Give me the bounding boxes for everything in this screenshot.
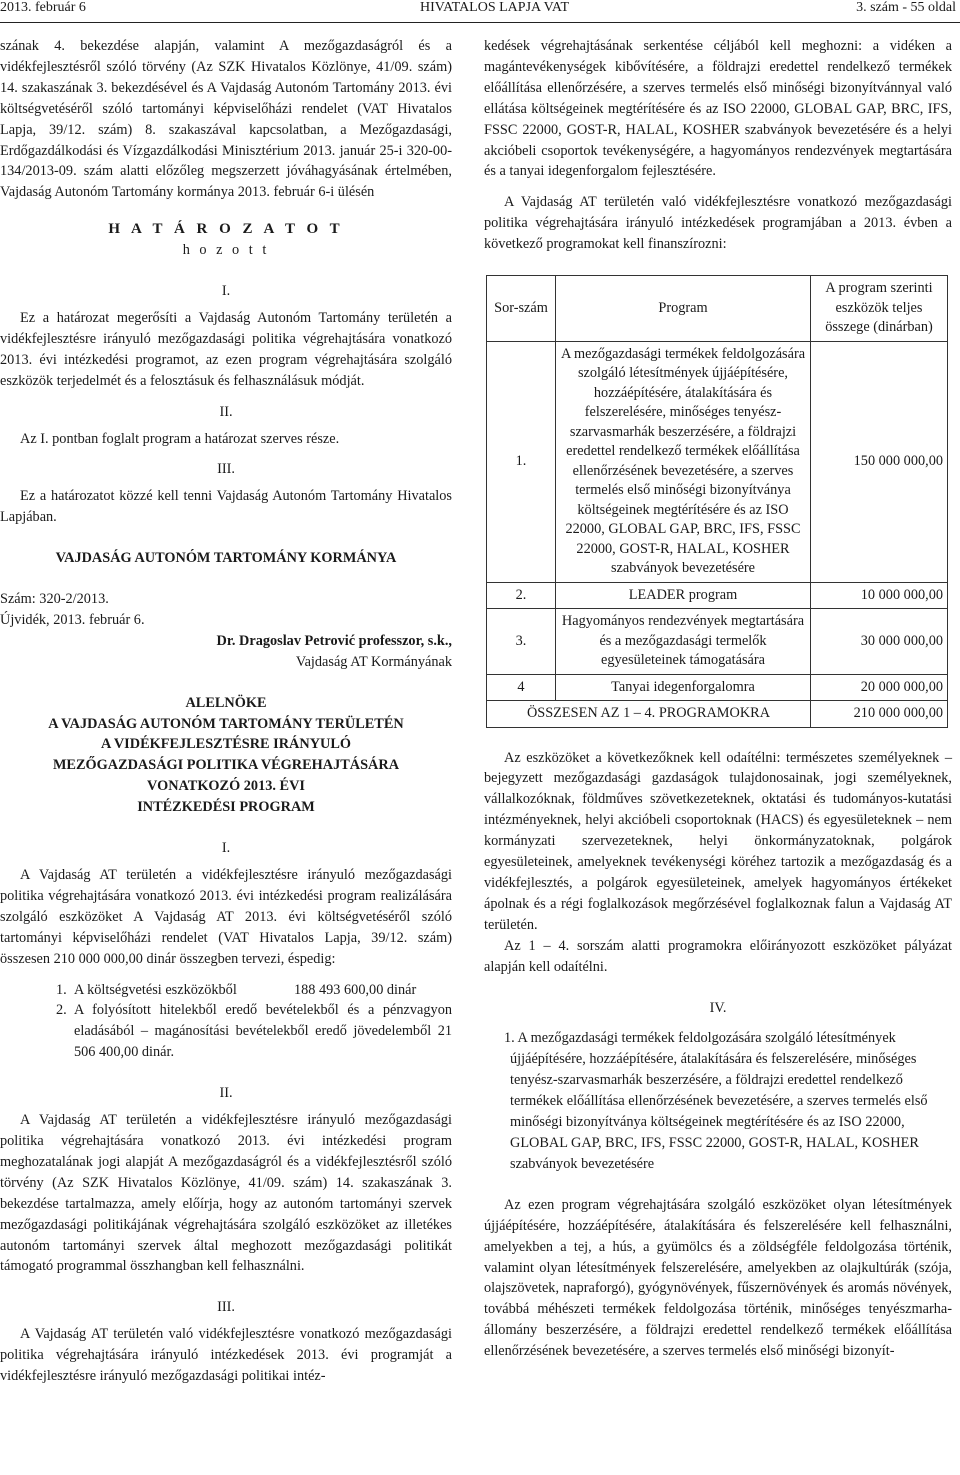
program-section-3-title: III. — [217, 1299, 235, 1316]
section-4-paragraph: Az ezen program végrehajtására szolgáló eszközöket olyan létesítmények újjáépítésére, hozzáépítésére, átalakítására és felszerelésére kell felhasználni, amelyekben a tej, a hús, a gyümölcs és a zöldségféle feldolgozása történik, valamint olyan létesítmények felszerelésére, amelyekben az olajkultúrák (szója, olajszövetek, napraforgó), gyógynövények, fűszernövények és aromás növények, továbbá méhészeti termékek feldolgozása történik, minőséges tenyészmarha-állomány beszerzésére, a földrajzi eredettel rendelkező termékek előállítása ellenőrzésének bevezetésére, a szerves termelés első minőségi bizonyít- — [484, 1196, 952, 1360]
program-section-1-title: I. — [221, 840, 231, 857]
section-2-text: Az I. pontban foglalt program a határozat szerves része. — [20, 430, 340, 447]
signer-role: Vajdaság AT Kormányának — [295, 653, 452, 670]
government-name: VAJDASÁG AUTONÓM TARTOMÁNY KORMÁNYA — [55, 550, 397, 567]
program-title-line: A VAJDASÁG AUTONÓM TARTOMÁNY TERÜLETÉN — [48, 715, 404, 732]
header-date: 2013. február 6 — [0, 0, 86, 15]
continuation-paragraph: kedések végrehajtásának serkentése céljából kell meghozni: a vidéken a magántevékenységek kibővítésére, a földrajzi eredettel rendelkező termékek előállítása ellenőrzésére, a szerves termelés első minőségi bizonyítvánnyal való ellátása költségeinek megtérítésére és az ISO 22000, GLOBAL GAP, BRC, IFS, FSSC 22000, GOST-R, HALAL, KOSHER szabványok bevezetésére és a helyi akcióbeli csoportok tevékenységére, a hagyományos rendezvények megtartására és a tanyai idegenforgalom fejlesztésére. — [484, 38, 952, 180]
table-row: 4 Tanyai idegenforgalomra 20 000 000,00 — [487, 674, 948, 701]
beneficiaries-paragraph: Az eszközöket a következőknek kell odaítélni: természetes személyeknek – bejegyzett mezőgazdasági gazdaságok tulajdonosainak, jogi személyeknek, vállalkozóknak, földműves szövetkezeteknek, oktatási és tudományos-kutatási intézményeknek, helyi akcióbeli csoportoknak (HACS) és egyesületeknek – nem kormányzati szervezeteknek, helyi önkormányzatoknak, polgárok egyesületeinek, amelyeknek tevékenységi köréhez tartozik a mezőgazdaság és a vidékfejlesztés, a polgárok egyesületeinek, amelyek hagyományos értékeket ápolnak és a régi foglalkozások megőrzésével foglalkoznak falun a Vajdaság AT területén. — [484, 749, 952, 933]
header-page: 3. szám - 55 oldal — [856, 0, 956, 15]
section-3-text: Ez a határozatot közzé kell tenni Vajdaság Autonóm Tartomány Hivatalos Lapjában. — [0, 488, 452, 526]
table-total-row: ÖSSZESEN AZ 1 – 4. PROGRAMOKRA 210 000 000,00 — [487, 701, 948, 728]
table-header-row — [487, 276, 948, 342]
program-title-line: INTÉZKEDÉSI PROGRAM — [137, 799, 315, 816]
signer-name: Dr. Dragoslav Petrović professzor, s.k., — [216, 632, 452, 649]
table-row: 1. A mezőgazdasági termékek feldolgozására szolgáló létesítmények újjáépítésére, hozzáépítésére, átalakítására és felszerelésére, minőséges tenyész-szarvasmarhák beszerzésére, a földrajzi eredettel rendelkező termékek előállítása ellenőrzésének bevezetésére, a szerves termelés első minőségi bizonyítványa költségeinek megtérítésére és az ISO 22000, GLOBAL GAP, BRC, IFS, FSSC 22000, GOST-R, HALAL, KOSHER szabványok bevezetésére 150 000 000,00 — [487, 341, 948, 582]
tender-paragraph: Az 1 – 4. sorszám alatti programokra előirányozott eszközöket pályázat alapján kell odaítélni. — [484, 937, 952, 975]
header-rule — [0, 22, 960, 23]
intro-paragraph: szának 4. bekezdése alapján, valamint A mezőgazdaságról és a vidékfejlesztésről szóló törvény (Az SZK Hivatalos Közlönye, 41/09. szám) 14. szakaszának 3. bekezdésével és A Vajdaság Autonóm Tartomány 2013. évi költségvetéséről szóló tartományi képviselőházi rendelet (VAT Hivatalos Lapja, 39/12. szám) 8. szakaszával kapcsolatban, a Mezőgazdasági, Erdőgazdálkodási és Vízgazdálkodási Minisztérium 2013. január 25-i 320-00-134/2013-09. szám alatti előzőleg megszerzett jóváhagyásának értelmében, Vajdaság Autonóm Tartomány kormánya 2013. február 6-i ülésén — [0, 38, 452, 201]
programs-intro: A Vajdaság AT területén való vidékfejlesztésre vonatkozó mezőgazdasági politika végrehajtására irányuló intézkedések programjában a 2013. évben a következő programokat kell finanszírozni: — [484, 194, 952, 253]
program-section-1-text: A Vajdaság AT területén a vidékfejlesztésre irányuló mezőgazdasági politika végrehajtására vonatkozó 2013. évi intézkedési program realizálására szolgáló eszközöket A Vajdaság AT 2013. évi költségvetéséről szóló tartományi képviselőházi rendelet (VAT Hivatalos Lapja, 39/12. szám) összesen 210 000 000,00 dinár összegben tervezi, éspedig: — [0, 867, 452, 967]
program-section-2-title: II. — [219, 1085, 233, 1102]
section-4-heading: 1. A mezőgazdasági termékek feldolgozására szolgáló létesítmények — [504, 1030, 896, 1047]
program-title — [0, 693, 452, 818]
program-title-line: A VIDÉKFEJLESZTÉSRE IRÁNYULÓ — [101, 736, 351, 753]
header-cell: A program szerinti eszközök teljes összege (dinárban) — [811, 276, 948, 342]
document-number: Szám: 320-2/2013. — [0, 591, 109, 608]
section-1-title: I. — [221, 283, 231, 300]
header-cell: Program — [556, 276, 811, 342]
section-4-title: IV. — [709, 999, 727, 1016]
program-title-line: VONATKOZÓ 2013. ÉVI — [147, 778, 305, 795]
table-row: 3. Hagyományos rendezvények megtartására és a mezőgazdasági termelők egyesületeinek támogatására 30 000 000,00 — [487, 609, 948, 675]
decision-heading: H A T Á R O Z A T O T — [108, 221, 344, 238]
program-section-3-text: A Vajdaság AT területén való vidékfejlesztésre vonatkozó mezőgazdasági politika végrehajtására irányuló intézkedések 2013. évi programját a vidékfejlesztésre irányuló mezőgazdasági politikai intéz- — [0, 1326, 452, 1385]
program-section-2-text: A Vajdaság AT területén a vidékfejlesztésre irányuló mezőgazdasági politika végrehajtására vonatkozó 2013. évi intézkedési program meghozatalának jogi alapját A mezőgazdaságról és a vidékfejlesztésről szóló törvény (Az SZK Hivatalos Közlönye, 41/09. szám) 14. szakaszának 3. bekezdése tartalmazza, amely előírja, hogy az autonóm tartományi szervek mezőgazdasági politikájának végrehajtására szolgáló eszközöket az illetékes autonóm tartományi szervek által meghozott mezőgazdasági politikát támogató programmal összhangban kell felhasználni. — [0, 1112, 452, 1275]
decision-subheading: h o z o t t — [182, 242, 270, 259]
list-item: 1. A költségvetési eszközökből 188 493 600,00 dinár — [56, 981, 417, 998]
document-place-date: Újvidék, 2013. február 6. — [0, 611, 145, 628]
section-2-title: II. — [219, 403, 233, 420]
section-1-text: Ez a határozat megerősíti a Vajdaság Autonóm Tartomány területén a vidékfejlesztésre irányuló mezőgazdasági politika végrehajtására vonatkozó 2013. évi intézkedési programot, az ezen program végrehajtására szolgáló eszközök terjedelmét és a felosztásuk és felhasználásuk módját. — [0, 309, 452, 389]
list-item: 2. A folyósított hitelekből eredő bevételekből és a pénzvagyon eladásából – magánosítási bevételekből eredő jövedelemből 21 506 400,00 dinár. — [56, 1002, 452, 1061]
program-table — [486, 275, 948, 728]
right-column — [484, 36, 952, 1362]
program-title-line: ALELNÖKE — [185, 694, 267, 711]
section-4-block: újjáépítésére, hozzáépítésére, átalakítására és felszerelésére, minőséges tenyész-szarvasmarhák beszerzésére, a földrajzi eredettel rendelkező termékek előállítása ellenőrzésének bevezetésére, a szerves termelés első minőségi bizonyítványa költségeinek megtérítésére és az ISO 22000, GLOBAL GAP, BRC, IFS, FSSC 22000, GOST-R, HALAL, KOSHER szabványok bevezetésére — [510, 1051, 928, 1172]
page-header — [0, 0, 960, 24]
section-3-title: III. — [217, 461, 235, 478]
program-title-line: MEZŐGAZDASÁGI POLITIKA VÉGREHAJTÁSÁRA — [52, 757, 400, 774]
header-cell: Sor-szám — [487, 276, 556, 342]
funding-list — [0, 980, 452, 1064]
table-row: 2. LEADER program 10 000 000,00 — [487, 582, 948, 609]
header-journal: HIVATALOS LAPJA VAT — [420, 0, 570, 15]
left-column — [0, 36, 452, 1387]
